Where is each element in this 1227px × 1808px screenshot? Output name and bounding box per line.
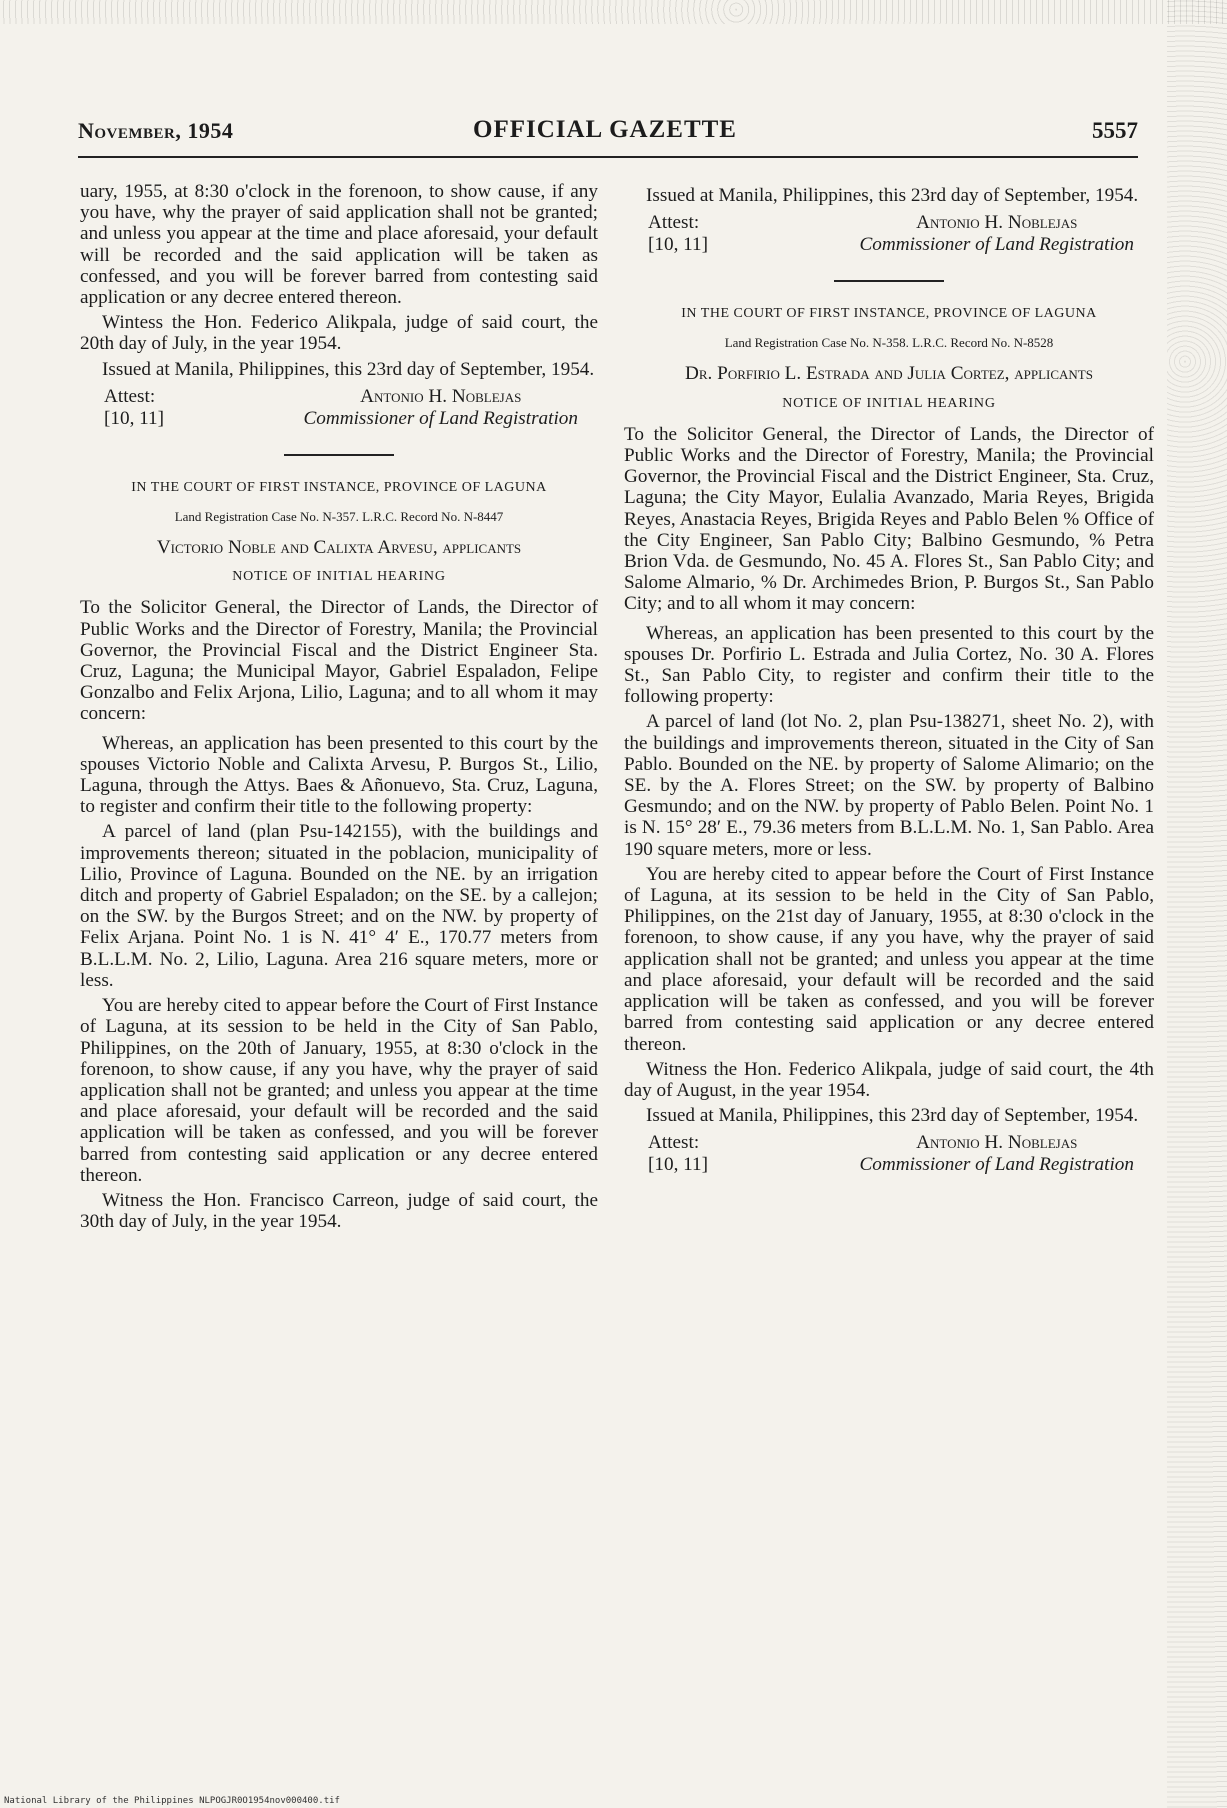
witness-paragraph: Wintess the Hon. Federico Alikpala, judge of said court, the 20th day of July, in the year 1954. [80,312,598,355]
page-header [78,112,1138,152]
attest-block [624,1132,1154,1176]
court-heading: IN THE COURT OF FIRST INSTANCE, PROVINCE OF LAGUNA [131,479,547,495]
whereas-paragraph: Whereas, an application has been presented to this court by the spouses Victorio Noble and Calixta Arvesu, P. Burgos St., Lilio, Laguna, through the Attys. Baes & Añonuevo, Sta. Cruz, Laguna, to register and confirm their title to the following property: [80,732,598,818]
scan-noise-edge [1167,0,1227,1808]
notice-heading: NOTICE OF INITIAL HEARING [232,569,446,585]
header-rule [78,156,1138,158]
whereas-paragraph: Whereas, an application has been presented to this court by the spouses Dr. Porfirio L. Estrada and Julia Cortez, No. 30 A. Flores St., San Pablo City, to register and confirm their title to the following property: [624,622,1154,708]
header-page-number: 5557 [1092,118,1138,143]
section-divider [284,454,394,456]
attest-title: Commissioner of Land Registration [859,1154,1134,1176]
attest-label: Attest: [648,1132,700,1154]
notice-heading: NOTICE OF INITIAL HEARING [782,395,996,411]
attest-ref: [10, 11] [648,234,709,256]
attest-label: Attest: [104,385,156,407]
scan-noise-top [0,0,1227,24]
scan-source-footer: National Library of the Philippines NLPOGJR0O1954nov000400.tif [4,1796,340,1806]
applicants: Victorio Noble and Calixta Arvesu, applicants [156,537,522,559]
attest-title: Commissioner of Land Registration [303,407,578,429]
court-heading: IN THE COURT OF FIRST INSTANCE, PROVINCE OF LAGUNA [681,306,1097,322]
applicants: Dr. Porfirio L. Estrada and Julia Cortez, applicants [685,363,1093,385]
case-number: Land Registration Case No. N-358. L.R.C. Record No. N-8528 [724,335,1054,351]
witness-paragraph: Witness the Hon. Francisco Carreon, judge of said court, the 30th day of July, in the year 1954. [80,1189,598,1233]
attest-block [624,212,1154,256]
attest-ref: [10, 11] [648,1154,709,1176]
attest-name: Antonio H. Noblejas [916,212,1078,234]
issued-paragraph: Issued at Manila, Philippines, this 23rd day of September, 1954. [646,1105,1139,1127]
witness-paragraph: Witness the Hon. Federico Alikpala, judge of said court, the 4th day of August, in the year 1954. [624,1058,1154,1101]
attest-label: Attest: [648,212,700,234]
header-title: OFFICIAL GAZETTE [473,116,737,143]
header-date: November, 1954 [78,118,234,143]
cited-paragraph: You are hereby cited to appear before the Court of First Instance of Laguna, at its session to be held in the City of San Pablo, Philippines, on the 20th of January, 1955, at 8:30 o'clock in the forenoon, to show cause, if any you have, why the prayer of said application shall not be granted; and unless you appear at the time and place aforesaid, your default will be recorded and the said application will be taken as confessed, and you will be forever barred from contesting said application or any decree entered thereon. [80,995,598,1186]
left-column [80,181,598,1236]
parcel-paragraph: A parcel of land (lot No. 2, plan Psu-138271, sheet No. 2), with the buildings and improvements thereon, situated in the City of San Pablo. Bounded on the NE. by property of Salome Alimario; on the SE. by the A. Flores Street; on the SW. by property of Balbino Gesmundo; and on the NW. by property of Pablo Belen. Point No. 1 is N. 15° 28′ E., 79.36 meters from B.L.L.M. No. 1, San Pablo. Area 190 square meters, more or less. [624,711,1154,860]
case-number: Land Registration Case No. N-357. L.R.C. Record No. N-8447 [174,508,504,524]
continued-text: uary, 1955, at 8:30 o'clock in the forenoon, to show cause, if any you have, why the prayer of said application shall not be granted; and unless you appear at the time and place aforesaid, your default will be recorded and the said application will be taken as confessed, and you will be forever barred from contesting said application or any decree entered thereon. [80,181,598,309]
addressees: To the Solicitor General, the Director of Lands, the Director of Public Works and the Director of Forestry, Manila; the Provincial Governor, the Provincial Fiscal and the District Engineer Sta. Cruz, Laguna; the Municipal Mayor, Gabriel Espaladon, Felipe Gonzalbo and Felix Arjona, Lilio, Laguna; and to all whom it may concern: [80,597,598,725]
cited-paragraph: You are hereby cited to appear before the Court of First Instance of Laguna, at its session to be held in the City of San Pablo, Philippines, on the 21st day of January, 1955, at 8:30 o'clock in the forenoon, to show cause, if any you have, why the prayer of said application shall not be granted; and unless you appear at the time and place aforesaid, your default will be recorded and the said application will be taken as confessed, and you will be forever barred from contesting said application or any decree entered thereon. [624,863,1154,1055]
addressees: To the Solicitor General, the Director of Lands, the Director of Public Works and the Director of Forestry, Manila; the Provincial Governor, the Provincial Fiscal and the District Engineer, Sta. Cruz, Laguna; the City Mayor, Eulalia Avanzado, Maria Reyes, Brigida Reyes, Anastacia Reyes, Brigida Reyes and Pablo Belen % Office of the City Engineer, San Pablo City; Balbino Gesmundo, % Petra Brion Vda. de Gesmundo, No. 45 A. Flores St., San Pablo City; and Salome Almario, % Dr. Archimedes Brion, P. Burgos St., San Pablo City; and to all whom it may concern: [624,423,1154,615]
attest-block [80,386,598,430]
section-divider [834,280,944,282]
parcel-paragraph: A parcel of land (plan Psu-142155), with the buildings and improvements thereon; situated in the poblacion, municipality of Lilio, Province of Laguna. Bounded on the NE. by an irrigation ditch and property of Gabriel Espaladon; on the SE. by a callejon; on the SW. by the Burgos Street; and on the NW. by property of Felix Arjana. Point No. 1 is N. 41° 4′ E., 170.77 meters from B.L.L.M. No. 2, Lilio, Laguna. Area 216 square meters, more or less. [80,821,598,991]
attest-name: Antonio H. Noblejas [916,1132,1078,1154]
right-column [624,185,1154,1176]
issued-paragraph: Issued at Manila, Philippines, this 23rd day of September, 1954. [646,185,1139,206]
attest-title: Commissioner of Land Registration [859,234,1134,256]
attest-name: Antonio H. Noblejas [360,385,522,407]
issued-paragraph: Issued at Manila, Philippines, this 23rd day of September, 1954. [102,358,595,380]
attest-ref: [10, 11] [104,407,165,429]
